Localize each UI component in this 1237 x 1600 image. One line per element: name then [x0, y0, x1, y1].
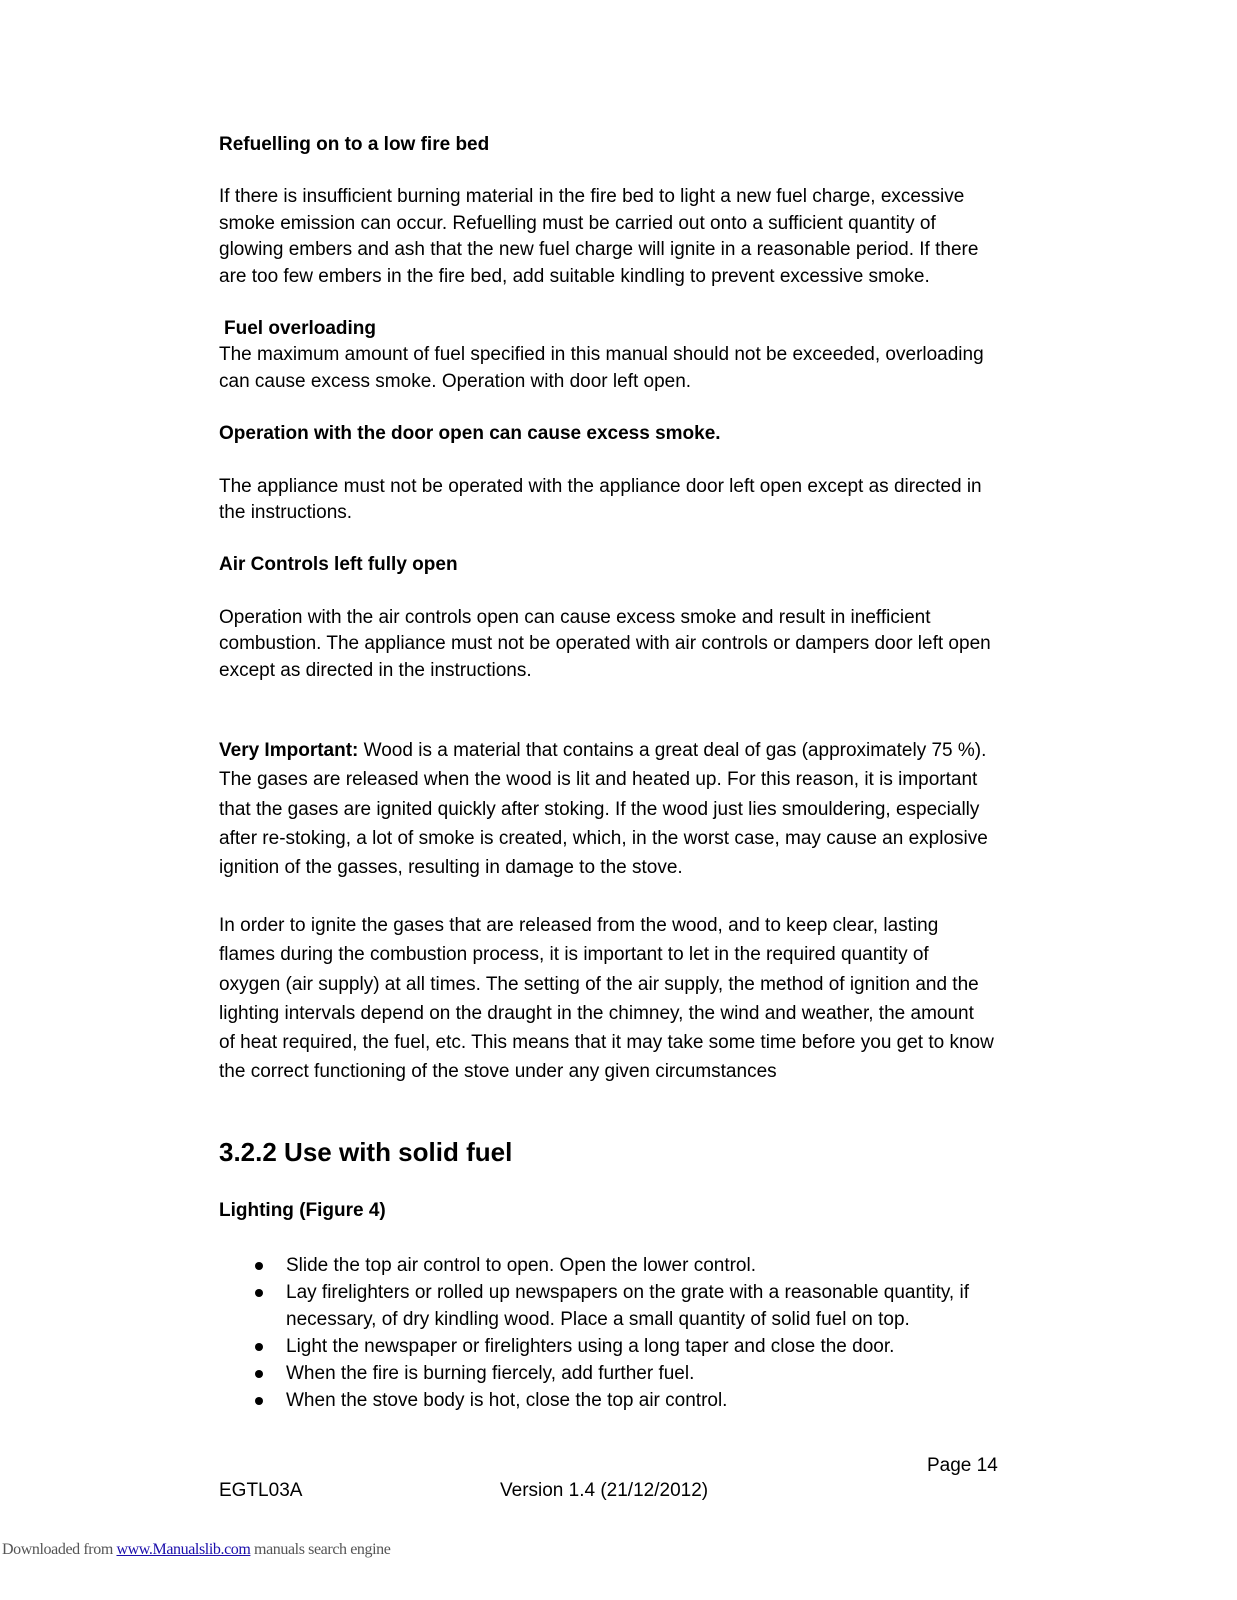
- bullet-icon: [255, 1370, 263, 1378]
- step-text: When the fire is burning fiercely, add further fuel.: [286, 1362, 695, 1384]
- download-prefix: Downloaded from: [2, 1541, 117, 1558]
- step-text: Slide the top air control to open. Open the lower control.: [286, 1254, 756, 1276]
- list-item: [219, 1252, 994, 1279]
- document-body: [219, 132, 994, 1414]
- list-item: [219, 1387, 994, 1414]
- footer-version: Version 1.4 (21/12/2012): [500, 1480, 709, 1501]
- paragraph-refuelling: If there is insufficient burning material in the fire bed to light a new fuel charge, excessive smoke emission can occur. Refuelling must be carried out onto a sufficient quantity of glowing embers and ash that the new fuel charge will ignite in a reasonable period. If there are too few embers in the fire bed, add suitable kindling to prevent excessive smoke.: [219, 186, 979, 287]
- download-suffix: manuals search engine: [250, 1541, 391, 1558]
- heading-door-open: Operation with the door open can cause excess smoke.: [219, 423, 721, 445]
- bullet-icon: [255, 1397, 263, 1405]
- step-text: Light the newspaper or firelighters using a long taper and close the door.: [286, 1335, 895, 1357]
- manualslib-link[interactable]: www.Manualslib.com: [116, 1541, 251, 1558]
- list-item: [219, 1333, 994, 1360]
- list-item: [219, 1360, 994, 1387]
- step-text: Lay firelighters or rolled up newspapers on the grate with a reasonable quantity, if necessary, of dry kindling wood. Place a small quantity of solid fuel on top.: [286, 1281, 969, 1330]
- very-important-label: Very Important:: [219, 740, 359, 762]
- very-important-text: Wood is a material that contains a great deal of gas (approximately 75 %). The gases are released when the wood is lit and heated up. For this reason, it is important that the gases are ignited quickly after stoking. If the wood just lies smouldering, especially after re-stoking, a lot of smoke is created, which, in the worst case, may cause an explosive ignition of the gasses, resulting in damage to the stove.: [219, 740, 988, 878]
- step-text: When the stove body is hot, close the top air control.: [286, 1389, 728, 1411]
- paragraph-very-important: [219, 736, 994, 882]
- bullet-icon: [255, 1343, 263, 1351]
- download-attribution: [2, 1541, 390, 1559]
- list-item: [219, 1279, 994, 1333]
- bullet-icon: [255, 1262, 263, 1270]
- section-title-solid-fuel: 3.2.2 Use with solid fuel: [219, 1137, 513, 1168]
- heading-refuelling: Refuelling on to a low fire bed: [219, 134, 490, 155]
- heading-fuel-overloading: Fuel overloading: [224, 318, 377, 340]
- paragraph-door-open: The appliance must not be operated with the appliance door left open except as directed in the instructions.: [219, 475, 982, 524]
- paragraph-fuel-overloading: The maximum amount of fuel specified in this manual should not be exceeded, overloading can cause excess smoke. Operation with door left open.: [219, 344, 984, 392]
- paragraph-air-controls: Operation with the air controls open can cause excess smoke and result in inefficient combustion. The appliance must not be operated with air controls or dampers door left open except as directed in the instructions.: [219, 606, 991, 681]
- footer-model-code: EGTL03A: [219, 1480, 303, 1501]
- paragraph-ignite-gases: In order to ignite the gases that are released from the wood, and to keep clear, lasting flames during the combustion process, it is important to let in the required quantity of oxygen (air supply) at all times. The setting of the air supply, the method of ignition and the lighting intervals depend on the draught in the chimney, the wind and weather, the amount of heat required, the fuel, etc. This means that it may take some time before you get to know the correct functioning of the stove under any given circumstances: [219, 915, 994, 1083]
- page-number: Page 14: [927, 1455, 998, 1476]
- lighting-steps-list: [219, 1252, 994, 1414]
- bullet-icon: [255, 1289, 263, 1297]
- heading-lighting: Lighting (Figure 4): [219, 1200, 386, 1222]
- heading-air-controls: Air Controls left fully open: [219, 554, 458, 576]
